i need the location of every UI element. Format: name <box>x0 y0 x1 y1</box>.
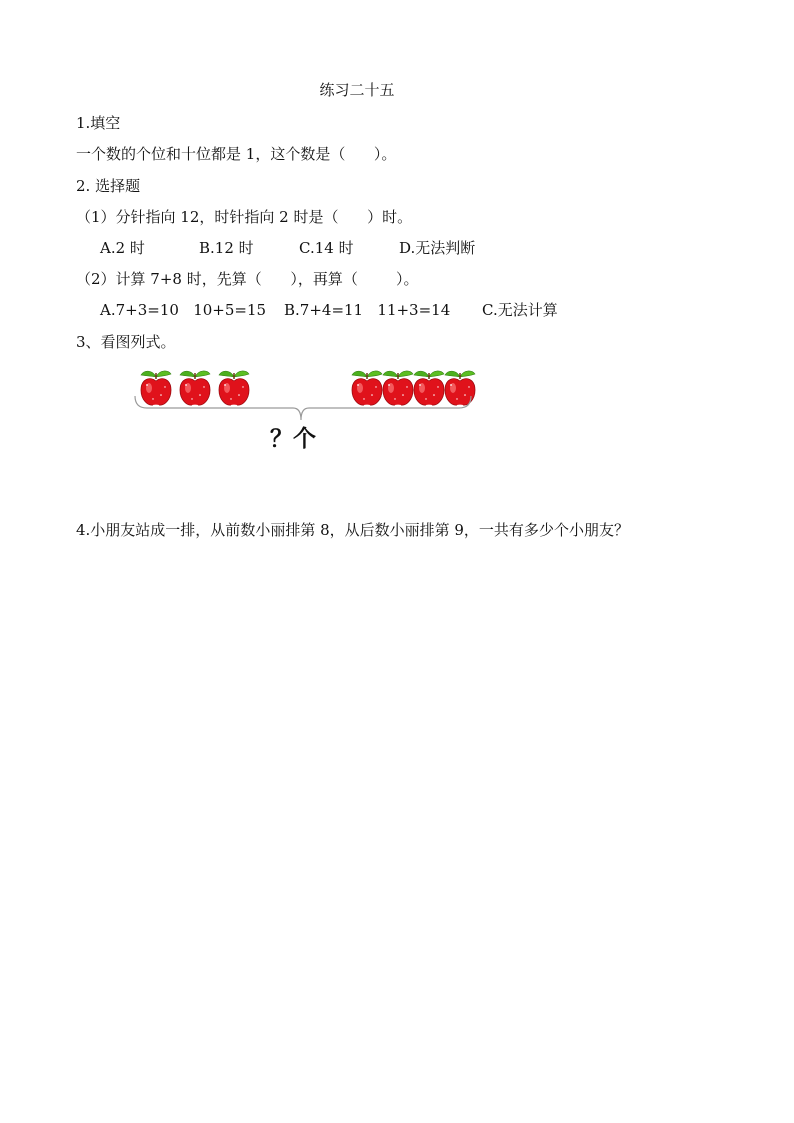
q4-text: 4.小朋友站成一排，从前数小丽排第 8，从后数小丽排第 9，一共有多少个小朋友？ <box>76 521 629 539</box>
q2-sub2-option-c: C.无法计算 <box>482 301 558 319</box>
q2-sub2-option-b: B.7+4=11 11+3=14 <box>284 301 451 319</box>
q2-sub1-option-a: A.2 时 <box>100 239 145 257</box>
question-count-label: ？个 <box>270 426 316 452</box>
q2-sub2-option-a: A.7+3=10 10+5=15 <box>100 301 267 319</box>
page-title: 练习二十五 <box>319 81 395 99</box>
brace-icon <box>133 394 473 424</box>
q1-heading: 1.填空 <box>76 114 121 132</box>
q2-sub1-option-d: D.无法判断 <box>399 239 476 257</box>
q1-text: 一个数的个位和十位都是 1，这个数是（ ）。 <box>76 145 397 163</box>
q2-sub1-option-b: B.12 时 <box>199 239 254 257</box>
q2-sub1-question: （1）分针指向 12，时针指向 2 时是（ ）时。 <box>76 208 413 226</box>
q2-heading: 2. 选择题 <box>76 177 141 195</box>
q3-heading: 3、看图列式。 <box>76 333 176 351</box>
q2-sub1-option-c: C.14 时 <box>299 239 354 257</box>
q2-sub2-question: （2）计算 7+8 时，先算（ ），再算（ ）。 <box>76 270 419 288</box>
